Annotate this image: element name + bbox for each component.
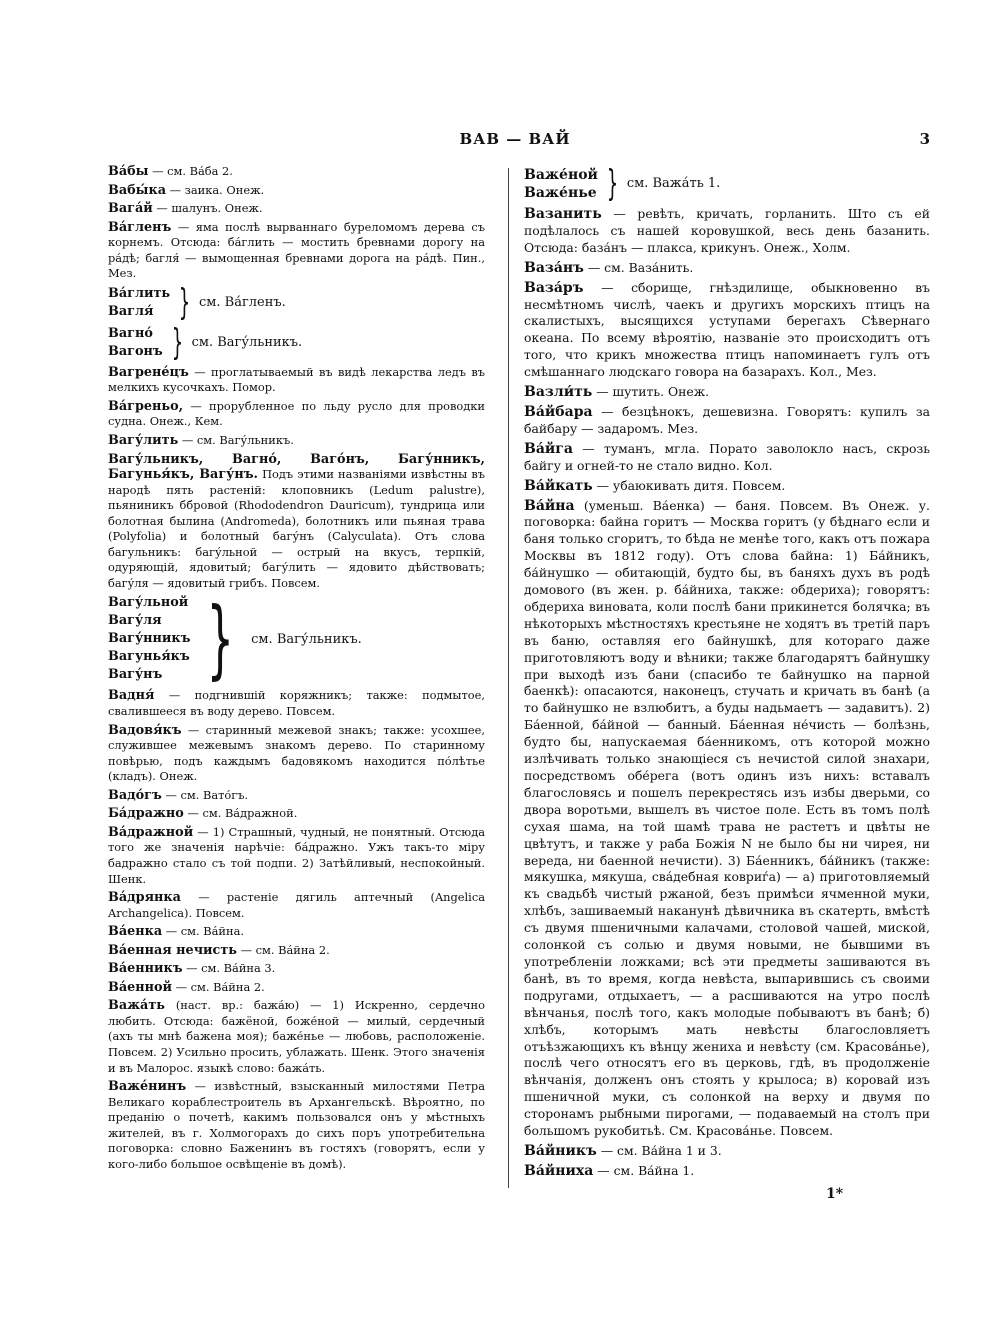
headword: Ваза́нъ: [524, 259, 584, 276]
dictionary-entry: [108, 201, 485, 217]
dictionary-entry: [108, 399, 485, 430]
group-reference: см. Ва́гленъ.: [199, 295, 286, 311]
definition: — ревѣть, кричать, горланить. Што съ ей подѣлалось съ нашей коровушкой, весь день базанить. Отсюда: база́нъ — плакса, крикунъ. Онеж., Холм.: [524, 206, 930, 255]
headword: Вазанить: [524, 206, 602, 222]
dictionary-entry: [108, 890, 485, 921]
dictionary-entry: [524, 478, 930, 495]
headword: Важа́ть: [108, 998, 165, 1014]
definition: — см. Ваза́нить.: [583, 259, 694, 275]
definition: — см. Ва́йна 2.: [172, 979, 265, 994]
dictionary-entry: [524, 260, 930, 277]
headword: Ва́йга: [524, 440, 573, 457]
grouped-headword: Вагно́: [108, 325, 153, 341]
headword: Ва́енная нечисть: [108, 942, 237, 958]
definition: — см. Ва́йна.: [162, 924, 245, 939]
dictionary-entry: [108, 365, 485, 396]
definition: — см. Вагу́льникъ.: [178, 433, 294, 448]
group-reference: см. Вагу́льникъ.: [251, 631, 362, 647]
definition: — сборище, гнѣздилище, обыкновенно въ несмѣтномъ числѣ, чаекъ и другихъ морскихъ птицъ на скалистыхъ, высящихся уступами берегахъ Сѣвернаго океана. По всему вѣроятію, названіе это происходитъ отъ того, что крикъ множества птицъ напоминаетъ гулъ отъ смѣшаннаго людскаго говора на базарахъ. Кол., Мез.: [524, 279, 930, 380]
grouped-headword: Вагу́нъ: [108, 667, 163, 683]
definition: — подгнившій коряжникъ; также: подмытое, свалившееся въ воду дерево. Повсем.: [108, 688, 485, 719]
headword: Вага́й: [108, 201, 153, 217]
grouped-headword: Ва́глить: [108, 285, 171, 301]
dictionary-entry: [108, 980, 485, 996]
grouped-headword: Вагу́ля: [108, 613, 162, 629]
left-column: [108, 164, 485, 1175]
headword: Ва́греньо,: [108, 398, 184, 414]
grouped-headword: Важе́ной: [524, 167, 598, 183]
definition: — шалунъ. Онеж.: [152, 201, 263, 216]
definition: (наст. вр.: бажа́ю) — 1) Искренно, сердечно любить. Отсюда: бажёной, боже́ной — милый, сердечный (ахъ ты мнѣ бажена моя); баже́нье — любовь, расположеніе. Повсем. 2) Усильно просить, ублажать. Шенк. Этого значенія и въ Малорос. языкѣ слово: бажа́ть.: [108, 998, 485, 1075]
headword: Ва́гленъ: [108, 219, 172, 235]
headword: Ва́йкать: [524, 477, 593, 494]
headword: Вадовя́къ: [108, 722, 182, 738]
definition: — 1) Страшный, чудный, не понятный. Отсюда того же значенія нарѣчіе: ба́дражно. Ужъ такъ-то міру бадражно стало съ той подпи. 2) Затѣйливый, неспокойный. Шенк.: [108, 824, 485, 886]
dictionary-entry: [524, 1163, 930, 1180]
definition: — растеніе дягиль аптечный (Angelica Archangelica). Повсем.: [108, 890, 485, 920]
dictionary-entry: [108, 943, 485, 959]
definition: — шутить. Онеж.: [592, 384, 710, 400]
headword: Ва́дрянка: [108, 890, 181, 906]
definition: — см. Ва́ба 2.: [148, 164, 233, 178]
definition: — безцѣнокъ, дешевизна. Говорятъ: купилъ за байбару — задаромъ. Мез.: [524, 403, 930, 436]
running-title: ВАВ — ВАЙ: [459, 130, 571, 148]
page-number: 3: [919, 130, 930, 148]
definition: — извѣстный, взысканный милостями Петра Великаго кораблестроитель въ Архангельскѣ. Вѣроятно, по преданію о почетѣ, какимъ пользовался онъ у мѣстныхъ жителей, въ г. Холмогорахъ до сихъ поръ употребительна поговорка: словно Баженинъ въ гостяхъ (говорятъ, если у кого-либо большое освѣщеніе въ домѣ).: [108, 1079, 485, 1171]
grouped-headword: Вагу́льной: [108, 595, 189, 611]
dictionary-entry: [108, 183, 485, 199]
grouped-headword: Вагля́: [108, 303, 154, 319]
definition: (уменьш. Ва́енка) — баня. Повсем. Въ Онеж. у. поговорка: байна горитъ — Москва горитъ (у бѣднаго если и баня только сгоритъ, то бѣда не менѣе того, какъ отъ пожара Москвы въ 1812 году). Отъ слова байна: 1) Ба́йникъ, ба́йнушко — обитающій, будто бы, въ баняхъ духъ въ родѣ домового (въ жен. р. ба́йниха, также: обдериха); говорятъ: обдериха виновата, коли послѣ бани прикинется болячка; въ нѣкоторыхъ мѣстностяхъ крестьяне не ходятъ въ третій паръ въ баню, оставляя его байнушкѣ, для котораго даже приготовляютъ воду и вѣники; также благодарятъ байнушку при выходѣ изъ бани (спасибо те байнушко на парной баенкѣ): опасаются, наконецъ, стучать и кричать въ банѣ (а то байнушко не взлюбитъ, а буды надьмаетъ — задавитъ). 2) Ба́енной, ба́йной — банный. Ба́енная не́чисть — болѣзнь, будто бы, напускаемая ба́енникомъ, отъ которой можно излѣчивать только знающіеся съ нечистой силой знахари, посредствомъ обе́рега (вотъ одинъ изъ нихъ: вставалъ благословясь и пошелъ перекрестясь изъ избы дверьми, со двора воротьми, вышелъ въ чистое поле. Есть въ томъ полѣ сухая шама, на той шамѣ трава не растетъ и цвѣты не цвѣтутъ, и также у раба Божія N не было бы ни чирея, ни вереда, ни баенной нечисти). 3) Ба́енникъ, ба́йникъ (также: мякушка, мякуша, сва́дебная ковриѓа) — а) приготовляемый къ свадьбѣ чистый ржаной, безъ примѣси ячменной муки, хлѣбъ, зашиваемый наканунѣ дѣвичника въ скатерть, вмѣстѣ съ двумя пшеничными калачами, столовой чашей, миской, солонкой съ солью и двумя новыми, не бывшими въ употребленіи ложками; всѣ эти предметы зашиваются въ банѣ, въ то время, когда невѣста, выпарившись съ своими подругами, отдыхаетъ, — а расшиваются на утро послѣ вѣнчанья, послѣ того, какъ молодые побываютъ въ банѣ; б) хлѣбъ, которымъ мать невѣсты благословляетъ отъѣзжающихъ къ вѣнцу жениха и невѣсту (см. Красова́нье), послѣ чего относятъ его въ церковь, гдѣ, въ продолженіе вѣнчанія, долженъ онъ стоять у крылоса; в) коровай изъ пшеничной муки, съ солонкой на верху и двумя по сторонамъ рыбными пирогами, — подаваемый на столъ при большомъ рукобитьѣ. См. Красова́нье. Повсем.: [524, 497, 930, 1139]
signature-mark: 1*: [826, 1186, 844, 1202]
definition: Подъ этими названіями извѣстны въ народѣ пять растеній: клоповникъ (Ledum palustre), пьяниникъ бб́ровой (Rhododendron Dauricum), тундрица или болотная былина (Andromeda), болотникъ или пьяная трава (Polyfolia) и болотный багу́нъ (Calyculata). Отъ слова багульникъ: багу́льной — острый на вкусъ, терпкій, одуряющій, ядовитый; багу́лить — ядовито дѣйствовать; багу́ля — ядовитый грибъ. Повсем.: [108, 467, 486, 590]
definition: — см. Ва́йна 1 и 3.: [596, 1142, 722, 1158]
headword: Вадо́гъ: [108, 787, 162, 803]
definition: — см. Ва́йна 2.: [236, 942, 330, 957]
headword: Ва́бы: [108, 164, 149, 179]
grouped-headword: Вагонъ: [108, 343, 163, 359]
dictionary-entry: [108, 924, 485, 940]
headword: Ва́йниха: [524, 1162, 594, 1179]
headword-group: Вагно́ Вагонъ } см. Вагу́льникъ.: [108, 321, 303, 363]
definition: — см. Ва́дражной.: [183, 806, 298, 821]
dictionary-entry: [524, 1143, 930, 1160]
right-column: [524, 164, 930, 1183]
headword: Ваза́ръ: [524, 279, 584, 296]
dictionary-entry: [108, 452, 485, 592]
grouped-headword: Вагунья́къ: [108, 649, 190, 665]
dictionary-entry: [524, 384, 930, 401]
headword: Ва́йбара: [524, 403, 593, 420]
headword: Ва́енникъ: [108, 961, 183, 977]
definition: — убаюкивать дитя. Повсем.: [592, 477, 786, 493]
headword-group: Важе́ной Важе́нье } см. Важа́ть 1.: [524, 163, 721, 204]
dictionary-entry: [524, 498, 930, 1140]
headword: Ва́дражной: [108, 824, 194, 840]
definition: — см. Вато́гъ.: [161, 787, 249, 802]
dictionary-entry: [524, 404, 930, 438]
headword-group: Вагу́льной Вагу́ля Вагу́нникъ Вагунья́къ Вагу́нъ } см. Вагу́льникъ.: [108, 589, 362, 690]
definition: — заика. Онеж.: [166, 182, 265, 197]
definition: — старинный межевой знакъ; также: усохшее, служившее межевымъ знакомъ дерево. По старинному повѣрью, подъ каждымъ бадовякомъ находится по́лѣтье (кладъ). Онеж.: [108, 722, 485, 784]
dictionary-entry: [108, 825, 485, 887]
headword: Ба́дражно: [108, 806, 184, 822]
headword-group: Ва́глить Вагля́ } см. Ва́гленъ.: [108, 281, 286, 323]
dictionary-entry: [108, 433, 485, 449]
headword: Ва́енной: [108, 979, 173, 995]
page-header: [100, 130, 930, 150]
definition: — туманъ, мгла. Порато заволокло насъ, скрозь байгу и огней-то не стало видно. Кол.: [524, 440, 930, 473]
dictionary-entry: [524, 441, 930, 475]
dictionary-entry: [108, 220, 485, 282]
headword: Ва́енка: [108, 924, 163, 940]
headword: Ва́йна: [524, 497, 575, 514]
dictionary-entry: [108, 723, 485, 785]
dictionary-entry: [108, 1079, 485, 1172]
dictionary-entry: [108, 806, 485, 822]
headword: Вагрене́цъ: [108, 364, 189, 380]
group-reference: см. Важа́ть 1.: [626, 175, 721, 191]
headword: Важе́нинъ: [108, 1079, 187, 1095]
definition: — яма послѣ вырваннаго буреломомъ дерева съ корнемъ. Отсюда: ба́глить — мостить бревнами дорогу на ра́дѣ; багля́ — вымощенная бревнами дорога на ра́дѣ. Пин., Мез.: [108, 219, 485, 281]
dictionary-entry: [524, 206, 930, 257]
dictionary-entry: [108, 688, 485, 719]
definition: — см. Ва́йна 1.: [593, 1162, 695, 1178]
definition: — прорубленное по льду русло для проводки судна. Онеж., Кем.: [108, 398, 485, 429]
definition: — проглатываемый въ видѣ лекарства ледъ въ мелкихъ кусочкахъ. Помор.: [108, 364, 485, 395]
headword: Вабы́ка: [108, 182, 167, 198]
grouped-headword: Вагу́нникъ: [108, 631, 191, 647]
headword: Вазли́ть: [524, 384, 593, 401]
headword: Вагу́льникъ, Вагно́, Ваго́нъ, Багу́нникъ, Багунья́къ, Вагу́нъ.: [108, 451, 485, 483]
headword: Вагу́лить: [108, 433, 179, 449]
group-reference: см. Вагу́льникъ.: [191, 335, 303, 351]
headword: Вадня́: [108, 688, 155, 704]
grouped-headword: Важе́нье: [524, 185, 597, 201]
definition: — см. Ва́йна 3.: [182, 961, 276, 976]
dictionary-entry: [108, 164, 485, 180]
headword: Ва́йникъ: [524, 1142, 597, 1159]
dictionary-entry: [524, 280, 930, 381]
dictionary-entry: [108, 788, 485, 804]
column-rule: [508, 168, 509, 1188]
dictionary-entry: [108, 998, 485, 1076]
dictionary-entry: [108, 961, 485, 977]
